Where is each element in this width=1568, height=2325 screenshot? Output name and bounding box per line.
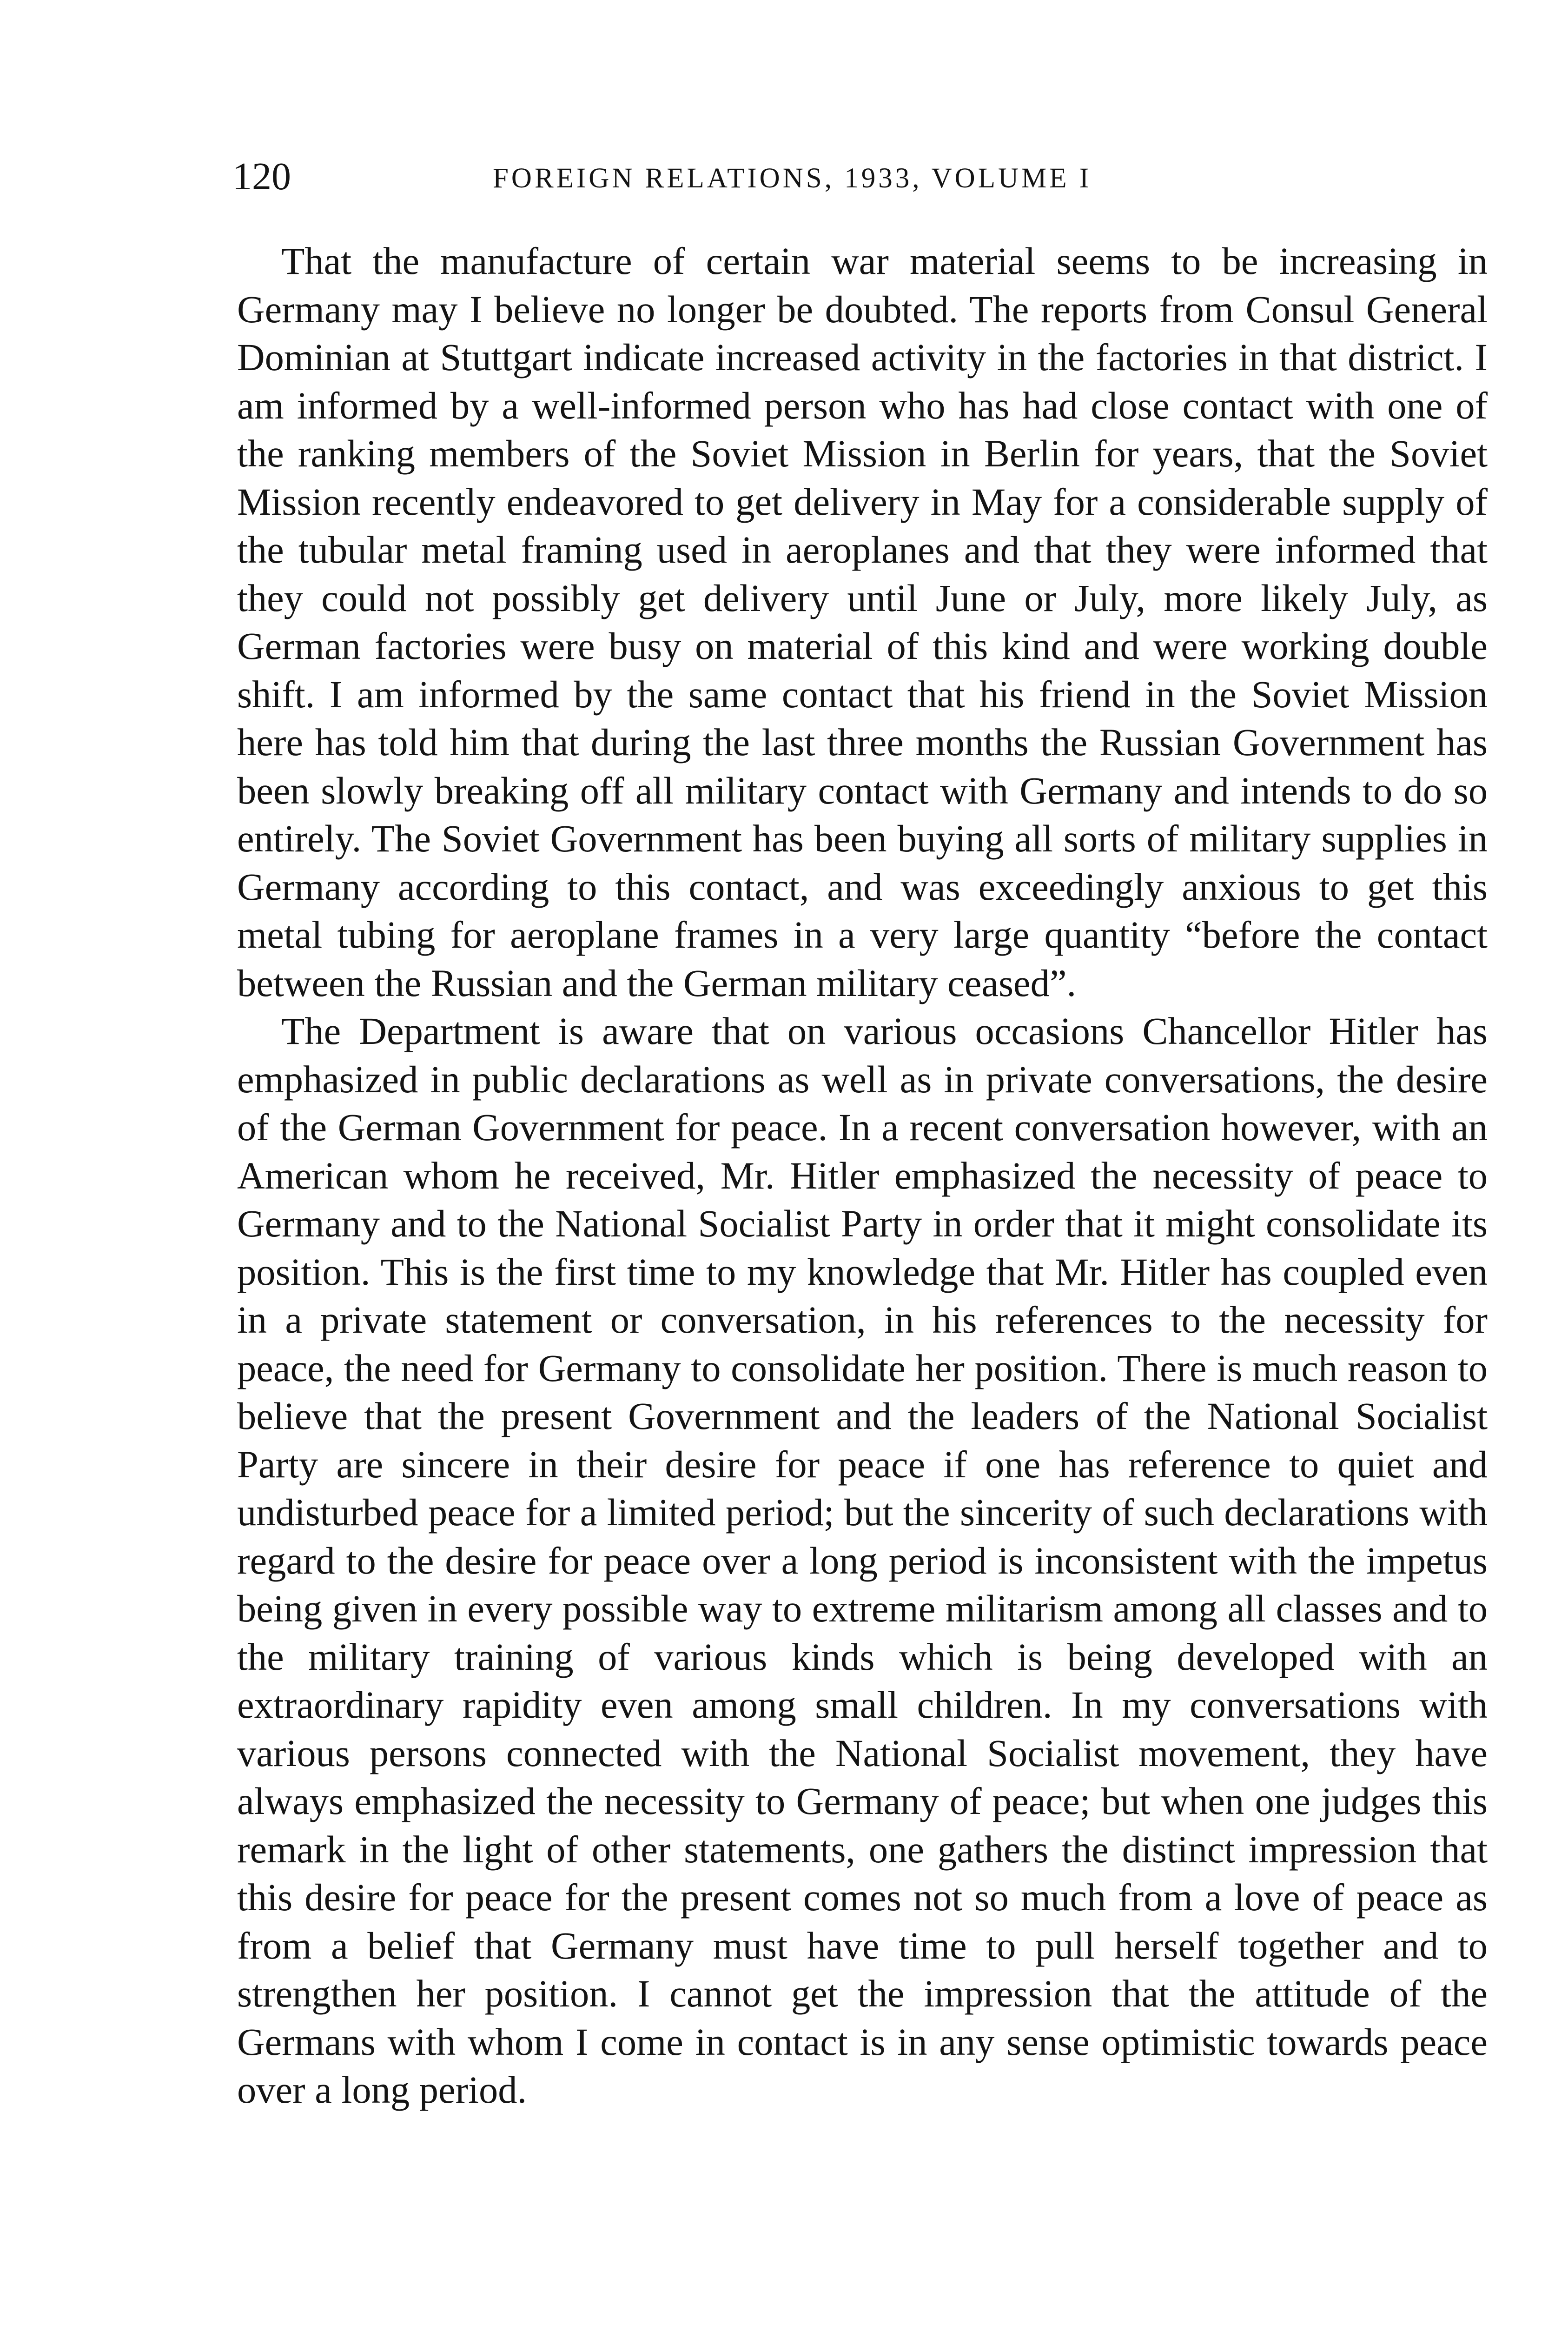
body-text (237, 237, 1488, 2114)
running-title: FOREIGN RELATIONS, 1933, VOLUME I (493, 163, 1092, 194)
paragraph-2: The Department is aware that on various occasions Chancellor Hitler has emphasized in public declarations as well as in private conversations, the desire of the German Government for peace. In a recent conversation however, with an American whom he received, Mr. Hitler emphasized the necessity of peace to Germany and to the National Socialist Party in order that it might consolidate its position. This is the first time to my knowledge that Mr. Hitler has coupled even in a private statement or conversation, in his references to the necessity for peace, the need for Germany to consolidate her position. There is much reason to believe that the present Government and the leaders of the National Socialist Party are sincere in their desire for peace if one has reference to quiet and undisturbed peace for a limited period; but the sincerity of such declarations with regard to the desire for peace over a long period is inconsistent with the impetus being given in every possible way to extreme militarism among all classes and to the military training of various kinds which is being developed with an extraordinary rapidity even among small children. In my conversations with various persons connected with the National Socialist movement, they have always emphasized the necessity to Germany of peace; but when one judges this remark in the light of other statements, one gathers the distinct impression that this desire for peace for the present comes not so much from a love of peace as from a belief that Germany must have time to pull herself together and to strengthen her position. I cannot get the impression that the attitude of the Germans with whom I come in contact is in any sense optimistic towards peace over a long period. (237, 1010, 1488, 2111)
running-header (232, 153, 1488, 209)
paragraph-1: That the manufacture of certain war material seems to be increasing in Germany may I believe no longer be doubted. The reports from Consul General Dominian at Stuttgart indicate increased activity in the factories in that district. I am informed by a well-informed person who has had close contact with one of the ranking members of the Soviet Mission in Berlin for years, that the Soviet Mission recently endeavored to get delivery in May for a considerable supply of the tubular metal framing used in aeroplanes and that they were informed that they could not possibly get delivery until June or July, more likely July, as German factories were busy on material of this kind and were working double shift. I am informed by the same contact that his friend in the Soviet Mission here has told him that during the last three months the Russian Government has been slowly breaking off all military contact with Germany and intends to do so entirely. The Soviet Government has been buying all sorts of military supplies in Germany according to this contact, and was exceedingly anxious to get this metal tubing for aeroplane frames in a very large quantity “before the contact between the Russian and the German military ceased”. (237, 239, 1488, 1004)
page-number: 120 (232, 155, 291, 198)
